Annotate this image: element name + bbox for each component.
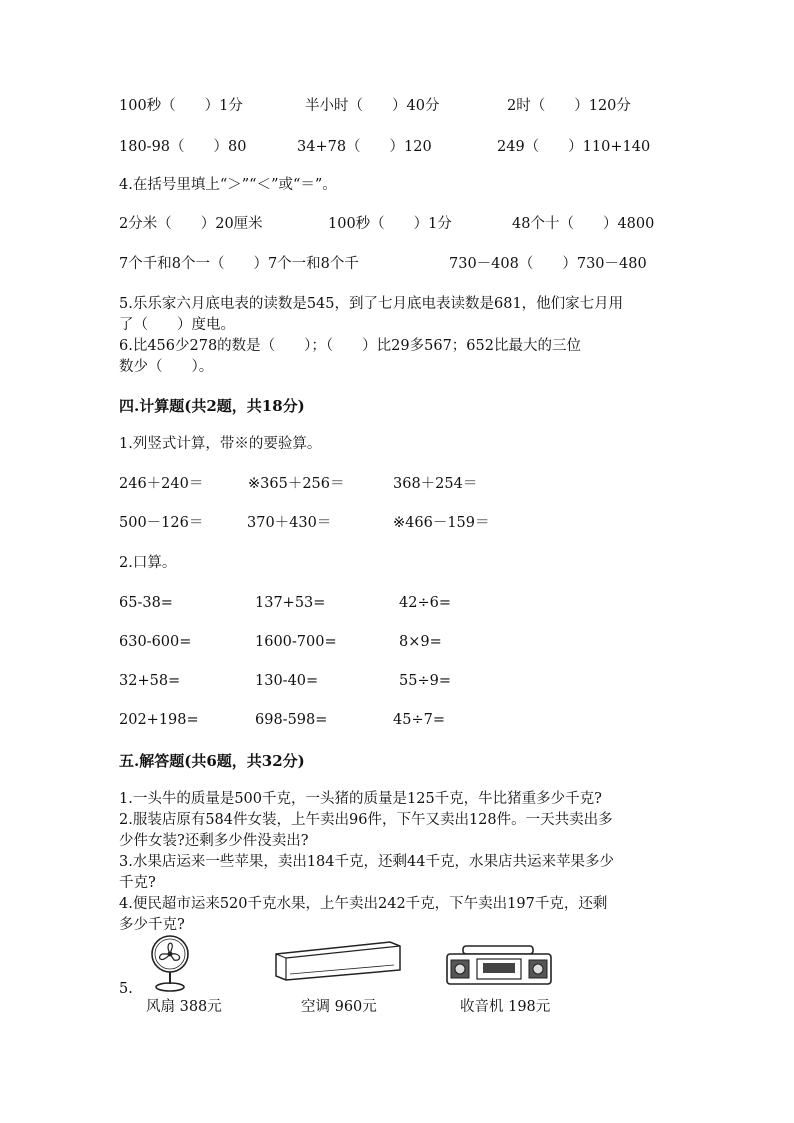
fan-icon [138, 934, 202, 994]
vertical-calc-6: ※466－159＝ [393, 515, 490, 531]
q5-number: 5. [119, 981, 133, 997]
mental-calc: 8×9= [399, 634, 442, 650]
comparison-1: 100秒（ ）1分 [119, 98, 243, 114]
q5-line-2: 了（ ）度电。 [119, 317, 235, 333]
word-problem-line: 多少千克? [119, 917, 185, 933]
comparison-3: 2时（ ）120分 [507, 98, 631, 114]
section5-title: 五.解答题(共6题，共32分) [119, 752, 305, 770]
q4-item-4: 7个千和8个一（ ）7个一和8个千 [119, 256, 359, 272]
q5-line-1: 5.乐乐家六月底电表的读数是545，到了七月底电表读数是681，他们家七月用 [119, 296, 624, 312]
comparison-6: 249（ ）110+140 [497, 139, 651, 155]
comparison-4: 180-98（ ）80 [119, 139, 247, 155]
q4-item-1: 2分米（ ）20厘米 [119, 216, 263, 232]
word-problem-line: 3.水果店运来一些苹果，卖出184千克，还剩44千克，水果店共运来苹果多少 [119, 854, 614, 870]
section4-q1-title: 1.列竖式计算，带※的要验算。 [119, 436, 322, 452]
word-problem-line: 2.服装店原有584件女装，上午卖出96件，下午又卖出128件。一天共卖出多 [119, 812, 613, 828]
mental-calc: 65-38= [119, 595, 173, 611]
radio-icon [445, 944, 553, 986]
fan-caption: 风扇 388元 [146, 999, 222, 1015]
section4-title: 四.计算题(共2题，共18分) [119, 397, 305, 415]
vertical-calc-2: ※365＋256＝ [248, 476, 345, 492]
mental-calc: 42÷6= [399, 595, 451, 611]
q4-item-3: 48个十（ ）4800 [512, 216, 655, 232]
mental-calc: 698-598= [255, 712, 328, 728]
q4-item-5: 730－408（ ）730－480 [449, 256, 647, 272]
word-problem-line: 1.一头牛的质量是500千克，一头猪的质量是125千克，牛比猪重多少千克? [119, 791, 602, 807]
word-problem-line: 少件女装?还剩多少件没卖出? [119, 833, 309, 849]
q6-line-1: 6.比456少278的数是（ ）；（ ）比29多567；652比最大的三位 [119, 338, 581, 354]
q4-item-2: 100秒（ ）1分 [328, 216, 452, 232]
radio-caption: 收音机 198元 [460, 999, 551, 1015]
air-conditioner-caption: 空调 960元 [301, 999, 377, 1015]
mental-calc: 630-600= [119, 634, 192, 650]
mental-calc: 130-40= [255, 673, 319, 689]
q4-title: 4.在括号里填上“＞”“＜”或“＝”。 [119, 177, 337, 193]
mental-calc: 202+198= [119, 712, 199, 728]
vertical-calc-4: 500－126＝ [119, 515, 204, 531]
mental-calc: 32+58= [119, 673, 181, 689]
q6-line-2: 数少（ ）。 [119, 359, 214, 375]
comparison-2: 半小时（ ）40分 [305, 98, 440, 114]
mental-calc: 45÷7= [393, 712, 445, 728]
word-problem-line: 4.便民超市运来520千克水果，上午卖出242千克，下午卖出197千克，还剩 [119, 896, 608, 912]
section4-q2-title: 2.口算。 [119, 555, 177, 571]
vertical-calc-1: 246＋240＝ [119, 476, 204, 492]
mental-calc: 137+53= [255, 595, 326, 611]
word-problem-line: 千克? [119, 875, 156, 891]
vertical-calc-5: 370＋430＝ [247, 515, 332, 531]
mental-calc: 1600-700= [255, 634, 337, 650]
vertical-calc-3: 368＋254＝ [393, 476, 478, 492]
comparison-5: 34+78（ ）120 [297, 139, 432, 155]
air-conditioner-icon [272, 940, 404, 984]
mental-calc: 55÷9= [399, 673, 451, 689]
